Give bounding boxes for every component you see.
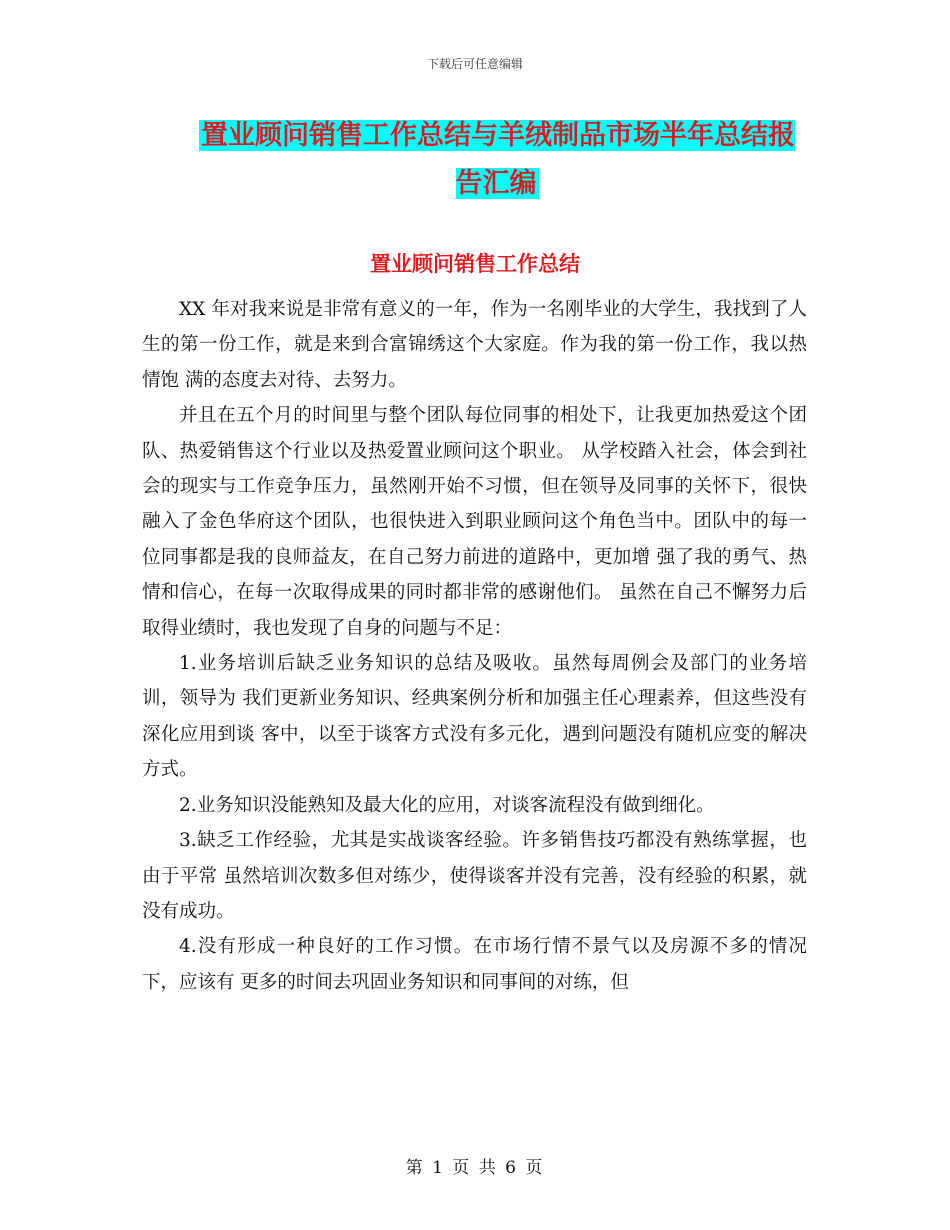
document-title xyxy=(192,112,802,208)
paragraph: 并且在五个月的时间里与整个团队每位同事的相处下，让我更加热爱这个团队、热爱销售这个行业以及热爱置业顾问这个职业。 从学校踏入社会，体会到社会的现实与工作竞争压力，虽然刚开始不习惯，但在领导及同事的关怀下，很快融入了金色华府这个团队，也很快进入到职业顾问这个角色当中。团队中的每一位同事都是我的良师益友，在自己努力前进的道路中，更加增 强了我的勇气、热情和信心，在每一次取得成果的同时都非常的感谢他们。 虽然在自己不懈努力后取得业绩时，我也发现了自身的问题与不足： xyxy=(142,405,807,639)
paragraph: 2.业务知识没能熟知及最大化的应用，对谈客流程没有做到细化。 xyxy=(179,794,715,816)
paragraph: 4.没有形成一种良好的工作习惯。在市场行情不景气以及房源不多的情况下，应该有 更多的时间去巩固业务知识和同事间的对练，但 xyxy=(142,936,807,993)
paragraph: 3.缺乏工作经验，尤其是实战谈客经验。许多销售技巧都没有熟练掌握，也由于平常 虽然培训次数多但对练少，使得谈客并没有完善，没有经验的积累，就没有成功。 xyxy=(142,830,807,922)
page-number-footer: 第 1 页 共 6 页 xyxy=(405,1158,545,1178)
paragraph: 1.业务培训后缺乏业务知识的总结及吸收。虽然每周例会及部门的业务培训，领导为 我们更新业务知识、经典案例分析和加强主任心理素养，但这些没有深化应用到谈 客中，以至于谈客方式没有多元化，遇到问题没有随机应变的解决方式。 xyxy=(142,653,807,781)
section-title: 置业顾问销售工作总结 xyxy=(370,252,580,276)
document-title-text: 置业顾问销售工作总结与羊绒制品市场半年总结报告汇编 xyxy=(201,120,795,199)
document-body xyxy=(142,292,807,1000)
page-header-note: 下载后可任意编辑 xyxy=(426,57,523,71)
paragraph: XX 年对我来说是非常有意义的一年，作为一名刚毕业的大学生，我找到了人 生的第一份工作，就是来到合富锦绣这个大家庭。作为我的第一份工作，我以热情饱 满的态度去对待、去努力。 xyxy=(142,299,807,391)
